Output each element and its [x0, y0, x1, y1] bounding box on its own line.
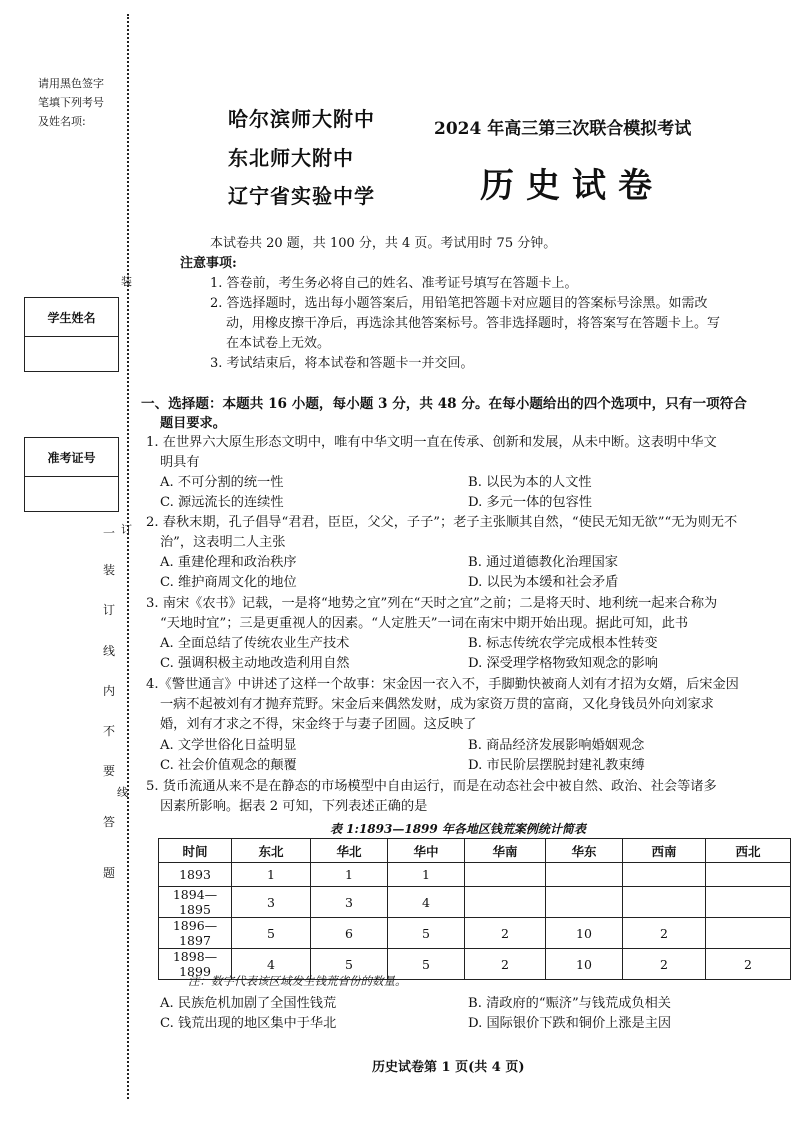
student-name-box[interactable]: [24, 297, 119, 372]
notice-item: 3. 考试结束后，将本试卷和答题卡一并交回。: [210, 356, 474, 371]
question-stem: 因素所影响。据表 2 可知，下列表述正确的是: [160, 799, 428, 814]
question-stem: 1. 在世界六大原生形态文明中，唯有中华文明一直在传承、创新和发展，从未中断。这表明中华文: [146, 435, 717, 450]
table-header: 华东: [546, 839, 623, 863]
side-instruction: 请用黑色签字 笔填下列考号 及姓名项:: [38, 77, 104, 128]
option-d[interactable]: D. 以民为本缓和社会矛盾: [468, 575, 619, 590]
table-header: 华南: [465, 839, 546, 863]
option-a[interactable]: A. 重建伦理和政治秩序: [160, 555, 297, 570]
question-stem: 5. 货币流通从来不是在静态的市场模型中自由运行，而是在动态社会中被自然、政治、社会等诸多: [146, 779, 717, 794]
student-name-field[interactable]: [25, 337, 118, 372]
binding-mark-zhuang: 装: [121, 275, 132, 288]
table-header: 华中: [388, 839, 465, 863]
question-stem: 明具有: [160, 455, 200, 470]
option-a[interactable]: A. 民族危机加剧了全国性钱荒: [160, 996, 337, 1011]
table-row: 1896—1897 5 6 5 2 10 2: [159, 918, 791, 949]
question-stem: 治”，这表明二人主张: [160, 535, 286, 550]
binding-line: [127, 14, 129, 1099]
school-name: 辽宁省实验中学: [228, 184, 375, 208]
data-table: [158, 838, 791, 980]
question-stem: 3. 南宋《农书》记载，一是将“地势之宜”列在“天时之宜”之前；二是将天时、地利统一起来合称为: [146, 596, 718, 611]
exam-number-field[interactable]: [25, 477, 118, 512]
binding-mark-xian: 线: [117, 786, 128, 799]
option-d[interactable]: D. 国际银价下跌和铜价上涨是主因: [468, 1016, 672, 1031]
section-heading: 题目要求。: [160, 416, 226, 431]
option-b[interactable]: B. 以民为本的人文性: [468, 475, 592, 490]
option-c[interactable]: C. 社会价值观念的颠覆: [160, 758, 297, 773]
option-c[interactable]: C. 钱荒出现的地区集中于华北: [160, 1016, 337, 1031]
page-footer: 历史试卷第 1 页(共 4 页): [372, 1060, 525, 1075]
option-a[interactable]: A. 文学世俗化日益明显: [160, 738, 297, 753]
exam-title: 2024 年高三第三次联合模拟考试: [434, 119, 692, 139]
table-header: 西南: [623, 839, 706, 863]
question-stem: 4.《警世通言》中讲述了这样一个故事：宋金因一衣入不，手脚勤快被商人刘有才招为女婿，后宋金因: [146, 677, 739, 692]
notice-item: 在本试卷上无效。: [226, 336, 331, 351]
notice-item: 2. 答选择题时，选出每小题答案后，用铅笔把答题卡对应题目的答案标号涂黑。如需改: [210, 296, 708, 311]
school-name: 哈尔滨师大附中: [228, 107, 375, 131]
question-stem: 2. 春秋末期，孔子倡导“君君，臣臣，父父，子子”；老子主张顺其自然，“使民无知无欲”“无为则无不: [146, 515, 738, 530]
option-b[interactable]: B. 标志传统农学完成根本性转变: [468, 636, 658, 651]
table-note: 注：数字代表该区域发生钱荒省份的数量。: [188, 974, 407, 988]
option-b[interactable]: B. 商品经济发展影响婚姻观念: [468, 738, 645, 753]
option-a[interactable]: A. 不可分割的统一性: [160, 475, 284, 490]
question-stem: 一病不起被刘有才抛弃荒野。宋金后来偶然发财，成为家资万贯的富商，又化身钱员外向刘家求: [160, 697, 714, 712]
question-stem: “天地时宜”；三是更重视人的因素。“人定胜天”一词在南宋中期开始出现。据此可知，此书: [160, 616, 689, 631]
exam-number-label: 准考证号: [25, 438, 118, 477]
option-c[interactable]: C. 维护商周文化的地位: [160, 575, 297, 590]
table-header: 华北: [311, 839, 388, 863]
table-header: 时间: [159, 839, 232, 863]
notice-title: 注意事项:: [180, 256, 237, 271]
option-d[interactable]: D. 多元一体的包容性: [468, 495, 592, 510]
subject-title: 历史试卷: [480, 166, 664, 206]
notice-item: 1. 答卷前，考生务必将自己的姓名、准考证号填写在答题卡上。: [210, 276, 578, 291]
option-c[interactable]: C. 强调积极主动地改造利用自然: [160, 656, 350, 671]
question-stem: 婚，刘有才求之不得，宋金终于与妻子团圆。这反映了: [160, 717, 477, 732]
school-name: 东北师大附中: [228, 146, 354, 170]
table-row: 1898—1899 4 5 5 2 10 2 2: [159, 949, 791, 980]
table-caption: 表 1:1893—1899 年各地区钱荒案例统计简表: [330, 822, 586, 836]
table-header-row: [159, 839, 791, 863]
option-c[interactable]: C. 源远流长的连续性: [160, 495, 284, 510]
option-a[interactable]: A. 全面总结了传统农业生产技术: [160, 636, 350, 651]
option-b[interactable]: B. 通过道德教化治理国家: [468, 555, 618, 570]
section-heading: 一、选择题：本题共 16 小题，每小题 3 分，共 48 分。在每小题给出的四个选项中，只有一项符合: [141, 396, 747, 412]
table-header: 西北: [706, 839, 791, 863]
table-row: 1894—1895 3 3 4: [159, 887, 791, 918]
exam-intro: 本试卷共 20 题，共 100 分，共 4 页。考试用时 75 分钟。: [210, 236, 557, 251]
student-name-label: 学生姓名: [25, 298, 118, 337]
option-d[interactable]: D. 深受理学格物致知观念的影响: [468, 656, 658, 671]
notice-item: 动，用橡皮擦干净后，再选涂其他答案标号。答非选择题时，将答案写在答题卡上。写: [226, 316, 721, 331]
option-d[interactable]: D. 市民阶层摆脱封建礼教束缚: [468, 758, 645, 773]
option-b[interactable]: B. 清政府的“赈济”与钱荒成负相关: [468, 996, 671, 1011]
binding-mark-ding: 订: [121, 523, 132, 536]
table-row: 1893 1 1 1: [159, 863, 791, 887]
exam-number-box[interactable]: [24, 437, 119, 512]
table-header: 东北: [232, 839, 311, 863]
